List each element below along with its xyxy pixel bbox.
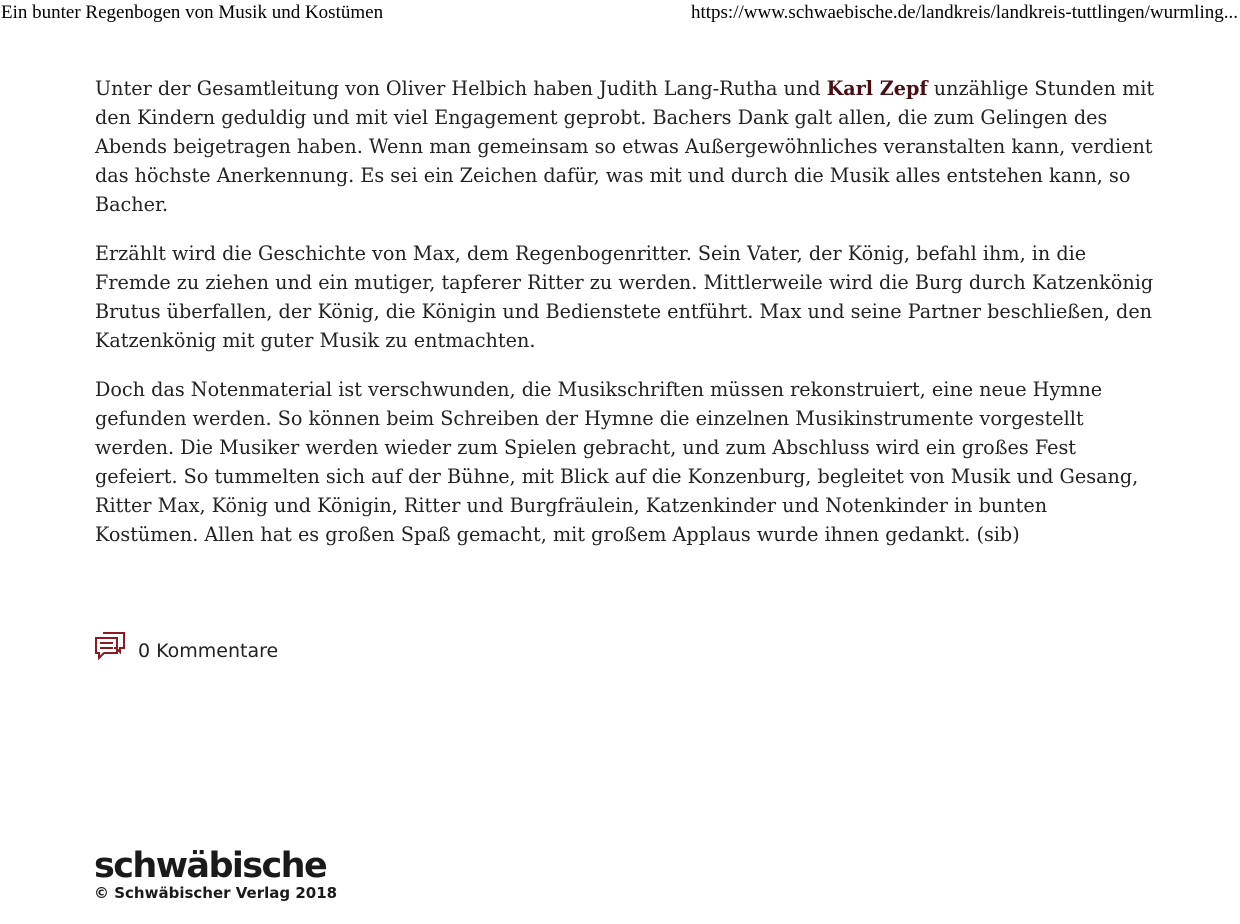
paragraph-1-text-end: unzählige Stunden mit den Kindern geduldig und mit viel Engagement geprobt. Bachers Dank galt allen, die zum Gelingen des Abends beigetragen haben. Wenn man gemeinsam so etwas Außergewöhnliches veranstalten kann, verdient das höchste Anerkennung. Es sei ein Zeichen dafür, was mit und durch die Musik alles entstehen kann, so Bacher.: [95, 77, 1155, 216]
article-paragraph-1: [95, 74, 1155, 219]
article-paragraph-2: Erzählt wird die Geschichte von Max, dem Regenbogenritter. Sein Vater, der König, befahl ihm, in die Fremde zu ziehen und ein mutiger, tapferer Ritter zu werden. Mittlerweile wird die Burg durch Katzenkönig Brutus überfallen, der König, die Königin und Bedienstete entführt. Max und seine Partner beschließen, den Katzenkönig mit guter Musik zu entmachten.: [95, 242, 1154, 352]
comments-count-label: 0 Kommentare: [138, 640, 279, 662]
comments-link[interactable]: [94, 630, 278, 662]
page-url[interactable]: https://www.schwaebische.de/landkreis/landkreis-tuttlingen/wurmling...: [690, 2, 1238, 23]
brand-logo: schwäbische: [94, 846, 327, 886]
footer: [94, 848, 337, 902]
copyright-text: © Schwäbischer Verlag 2018: [94, 884, 338, 902]
person-link-karl-zepf[interactable]: Karl Zepf: [826, 77, 928, 100]
print-header: [0, 0, 1240, 30]
page-title: Ein bunter Regenbogen von Musik und Kostümen: [1, 2, 384, 23]
paragraph-1-text-start: Unter der Gesamtleitung von Oliver Helbich haben Judith Lang-Rutha und: [95, 77, 827, 100]
comments-icon: [94, 630, 126, 662]
article-body: [95, 74, 1155, 569]
article-paragraph-3: Doch das Notenmaterial ist verschwunden, die Musikschriften müssen rekonstruiert, eine neue Hymne gefunden werden. So können beim Schreiben der Hymne die einzelnen Musikinstrumente vorgestellt werden. Die Musiker werden wieder zum Spielen gebracht, und zum Abschluss wird ein großes Fest gefeiert. So tummelten sich auf der Bühne, mit Blick auf die Konzenburg, begleitet von Musik und Gesang, Ritter Max, König und Königin, Ritter und Burgfräulein, Katzenkinder und Notenkinder in bunten Kostümen. Allen hat es großen Spaß gemacht, mit großem Applaus wurde ihnen gedankt. (sib): [95, 378, 1139, 546]
